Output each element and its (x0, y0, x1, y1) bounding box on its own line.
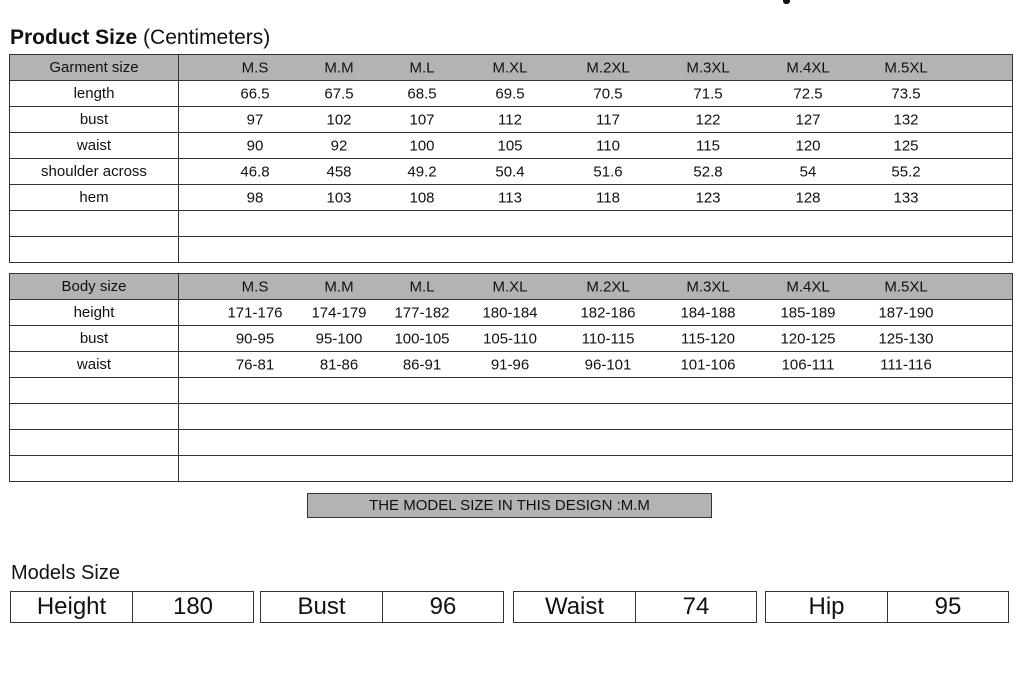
empty-value-cell (179, 404, 1013, 430)
size-value-cell: 76-81 (235, 356, 275, 373)
size-column-header: M.L (409, 59, 435, 76)
empty-value-cell (179, 456, 1013, 482)
row-label: hem (10, 185, 179, 211)
empty-label-cell (10, 378, 179, 404)
size-value-cell: 100 (409, 137, 435, 154)
size-column-header: M.XL (492, 59, 528, 76)
size-value-cell: 98 (246, 189, 264, 206)
size-value-cell: 125 (893, 137, 919, 154)
row-label: shoulder across (10, 159, 179, 185)
size-value-cell: 177-182 (394, 304, 450, 321)
row-values (179, 81, 1013, 107)
size-column-header: M.3XL (686, 59, 730, 76)
model-measure-group (765, 591, 1009, 623)
size-value-cell: 132 (893, 111, 919, 128)
size-value-cell: 49.2 (407, 163, 437, 180)
row-label: bust (10, 107, 179, 133)
size-value-cell: 120-125 (780, 330, 836, 347)
size-value-cell: 50.4 (495, 163, 525, 180)
model-measure-group (513, 591, 757, 623)
size-value-cell: 73.5 (891, 85, 921, 102)
size-value-cell: 55.2 (891, 163, 921, 180)
size-column-header: M.5XL (884, 278, 928, 295)
size-value-cell: 72.5 (793, 85, 823, 102)
size-value-cell: 106-111 (781, 356, 835, 373)
size-value-cell: 185-189 (780, 304, 836, 321)
empty-row (10, 404, 1013, 430)
row-values (179, 159, 1013, 185)
table-row (10, 133, 1013, 159)
model-measure-value: 96 (382, 591, 504, 623)
empty-label-cell (10, 456, 179, 482)
size-value-cell: 115-120 (681, 330, 735, 347)
size-value-cell: 97 (246, 111, 264, 128)
size-value-cell: 102 (326, 111, 352, 128)
size-value-cell: 96-101 (584, 356, 632, 373)
size-value-cell: 92 (330, 137, 348, 154)
empty-value-cell (179, 430, 1013, 456)
size-value-cell: 133 (893, 189, 919, 206)
size-column-header: M.3XL (686, 278, 730, 295)
row-label: waist (10, 133, 179, 159)
size-value-cell: 67.5 (324, 85, 354, 102)
model-measure-label: Bust (260, 591, 383, 623)
row-label: length (10, 81, 179, 107)
table-row (10, 326, 1013, 352)
product-size-title: Product Size (10, 26, 138, 49)
size-value-cell: 118 (596, 189, 620, 206)
model-measure-value: 180 (132, 591, 254, 623)
empty-row (10, 456, 1013, 482)
table-row (10, 185, 1013, 211)
size-value-cell: 111-116 (880, 356, 932, 373)
size-value-cell: 91-96 (490, 356, 530, 373)
partial-glyph-mark (783, 0, 790, 4)
size-value-cell: 110-115 (581, 330, 635, 347)
size-value-cell: 115 (696, 137, 720, 154)
size-header-cells (179, 274, 1013, 300)
size-value-cell: 174-179 (311, 304, 367, 321)
size-value-cell: 46.8 (240, 163, 270, 180)
size-value-cell: 51.6 (593, 163, 623, 180)
empty-row (10, 211, 1013, 237)
model-measure-value: 74 (635, 591, 757, 623)
size-value-cell: 86-91 (402, 356, 442, 373)
table-header-row (10, 274, 1013, 300)
table-row (10, 107, 1013, 133)
empty-row (10, 430, 1013, 456)
empty-label-cell (10, 430, 179, 456)
size-value-cell: 122 (695, 111, 721, 128)
size-value-cell: 66.5 (240, 85, 270, 102)
size-value-cell: 113 (498, 189, 522, 206)
size-value-cell: 171-176 (227, 304, 283, 321)
body-size-table (9, 273, 1013, 482)
size-value-cell: 100-105 (394, 330, 450, 347)
size-value-cell: 54 (799, 163, 817, 180)
models-size-title: Models Size (11, 562, 120, 584)
size-value-cell: 71.5 (693, 85, 723, 102)
unit-subtitle: (Centimeters) (143, 26, 271, 49)
size-value-cell: 125-130 (878, 330, 934, 347)
row-values (179, 352, 1013, 378)
size-column-header: M.4XL (786, 59, 830, 76)
model-measure-label: Hip (765, 591, 888, 623)
size-value-cell: 184-188 (680, 304, 736, 321)
size-column-header: M.2XL (586, 59, 630, 76)
size-column-header: M.4XL (786, 278, 830, 295)
size-column-header: M.2XL (586, 278, 630, 295)
size-value-cell: 69.5 (495, 85, 525, 102)
size-value-cell: 128 (795, 189, 821, 206)
size-column-header: M.M (324, 59, 354, 76)
size-value-cell: 103 (326, 189, 352, 206)
size-value-cell: 117 (596, 111, 620, 128)
size-value-cell: 52.8 (693, 163, 723, 180)
size-value-cell: 105 (497, 137, 523, 154)
row-label: height (10, 300, 179, 326)
size-column-header: M.5XL (884, 59, 928, 76)
size-value-cell: 110 (596, 137, 620, 154)
garment-size-table (9, 54, 1013, 263)
row-values (179, 326, 1013, 352)
size-value-cell: 182-186 (580, 304, 636, 321)
model-measure-group (10, 591, 254, 623)
empty-value-cell (179, 378, 1013, 404)
size-column-header: M.S (241, 278, 269, 295)
empty-value-cell (179, 211, 1013, 237)
size-value-cell: 123 (695, 189, 721, 206)
size-header-cells (179, 55, 1013, 81)
empty-row (10, 237, 1013, 263)
row-values (179, 300, 1013, 326)
table-row (10, 81, 1013, 107)
row-label: bust (10, 326, 179, 352)
size-value-cell: 107 (409, 111, 435, 128)
table-row (10, 300, 1013, 326)
size-column-header: M.XL (492, 278, 528, 295)
table-header-label: Body size (10, 274, 179, 300)
empty-label-cell (10, 404, 179, 430)
size-value-cell: 95-100 (315, 330, 363, 347)
model-measure-label: Height (10, 591, 133, 623)
size-column-header: M.S (241, 59, 269, 76)
size-value-cell: 458 (326, 163, 352, 180)
size-value-cell: 81-86 (319, 356, 359, 373)
page-title (10, 26, 270, 50)
empty-label-cell (10, 211, 179, 237)
size-value-cell: 105-110 (483, 330, 537, 347)
row-label: waist (10, 352, 179, 378)
size-value-cell: 187-190 (878, 304, 934, 321)
table-row (10, 159, 1013, 185)
size-value-cell: 112 (498, 111, 522, 128)
size-value-cell: 68.5 (407, 85, 437, 102)
table-header-row (10, 55, 1013, 81)
model-measure-group (260, 591, 504, 623)
size-value-cell: 90-95 (235, 330, 275, 347)
size-value-cell: 90 (246, 137, 264, 154)
model-measure-value: 95 (887, 591, 1009, 623)
size-value-cell: 180-184 (482, 304, 538, 321)
size-value-cell: 127 (795, 111, 821, 128)
size-column-header: M.L (409, 278, 435, 295)
size-value-cell: 120 (795, 137, 821, 154)
empty-row (10, 378, 1013, 404)
row-values (179, 185, 1013, 211)
model-measure-label: Waist (513, 591, 636, 623)
empty-label-cell (10, 237, 179, 263)
empty-value-cell (179, 237, 1013, 263)
row-values (179, 107, 1013, 133)
size-value-cell: 108 (409, 189, 435, 206)
size-value-cell: 70.5 (593, 85, 623, 102)
model-size-banner: THE MODEL SIZE IN THIS DESIGN :M.M (307, 493, 712, 518)
size-column-header: M.M (324, 278, 354, 295)
row-values (179, 133, 1013, 159)
table-header-label: Garment size (10, 55, 179, 81)
table-row (10, 352, 1013, 378)
size-value-cell: 101-106 (680, 356, 736, 373)
